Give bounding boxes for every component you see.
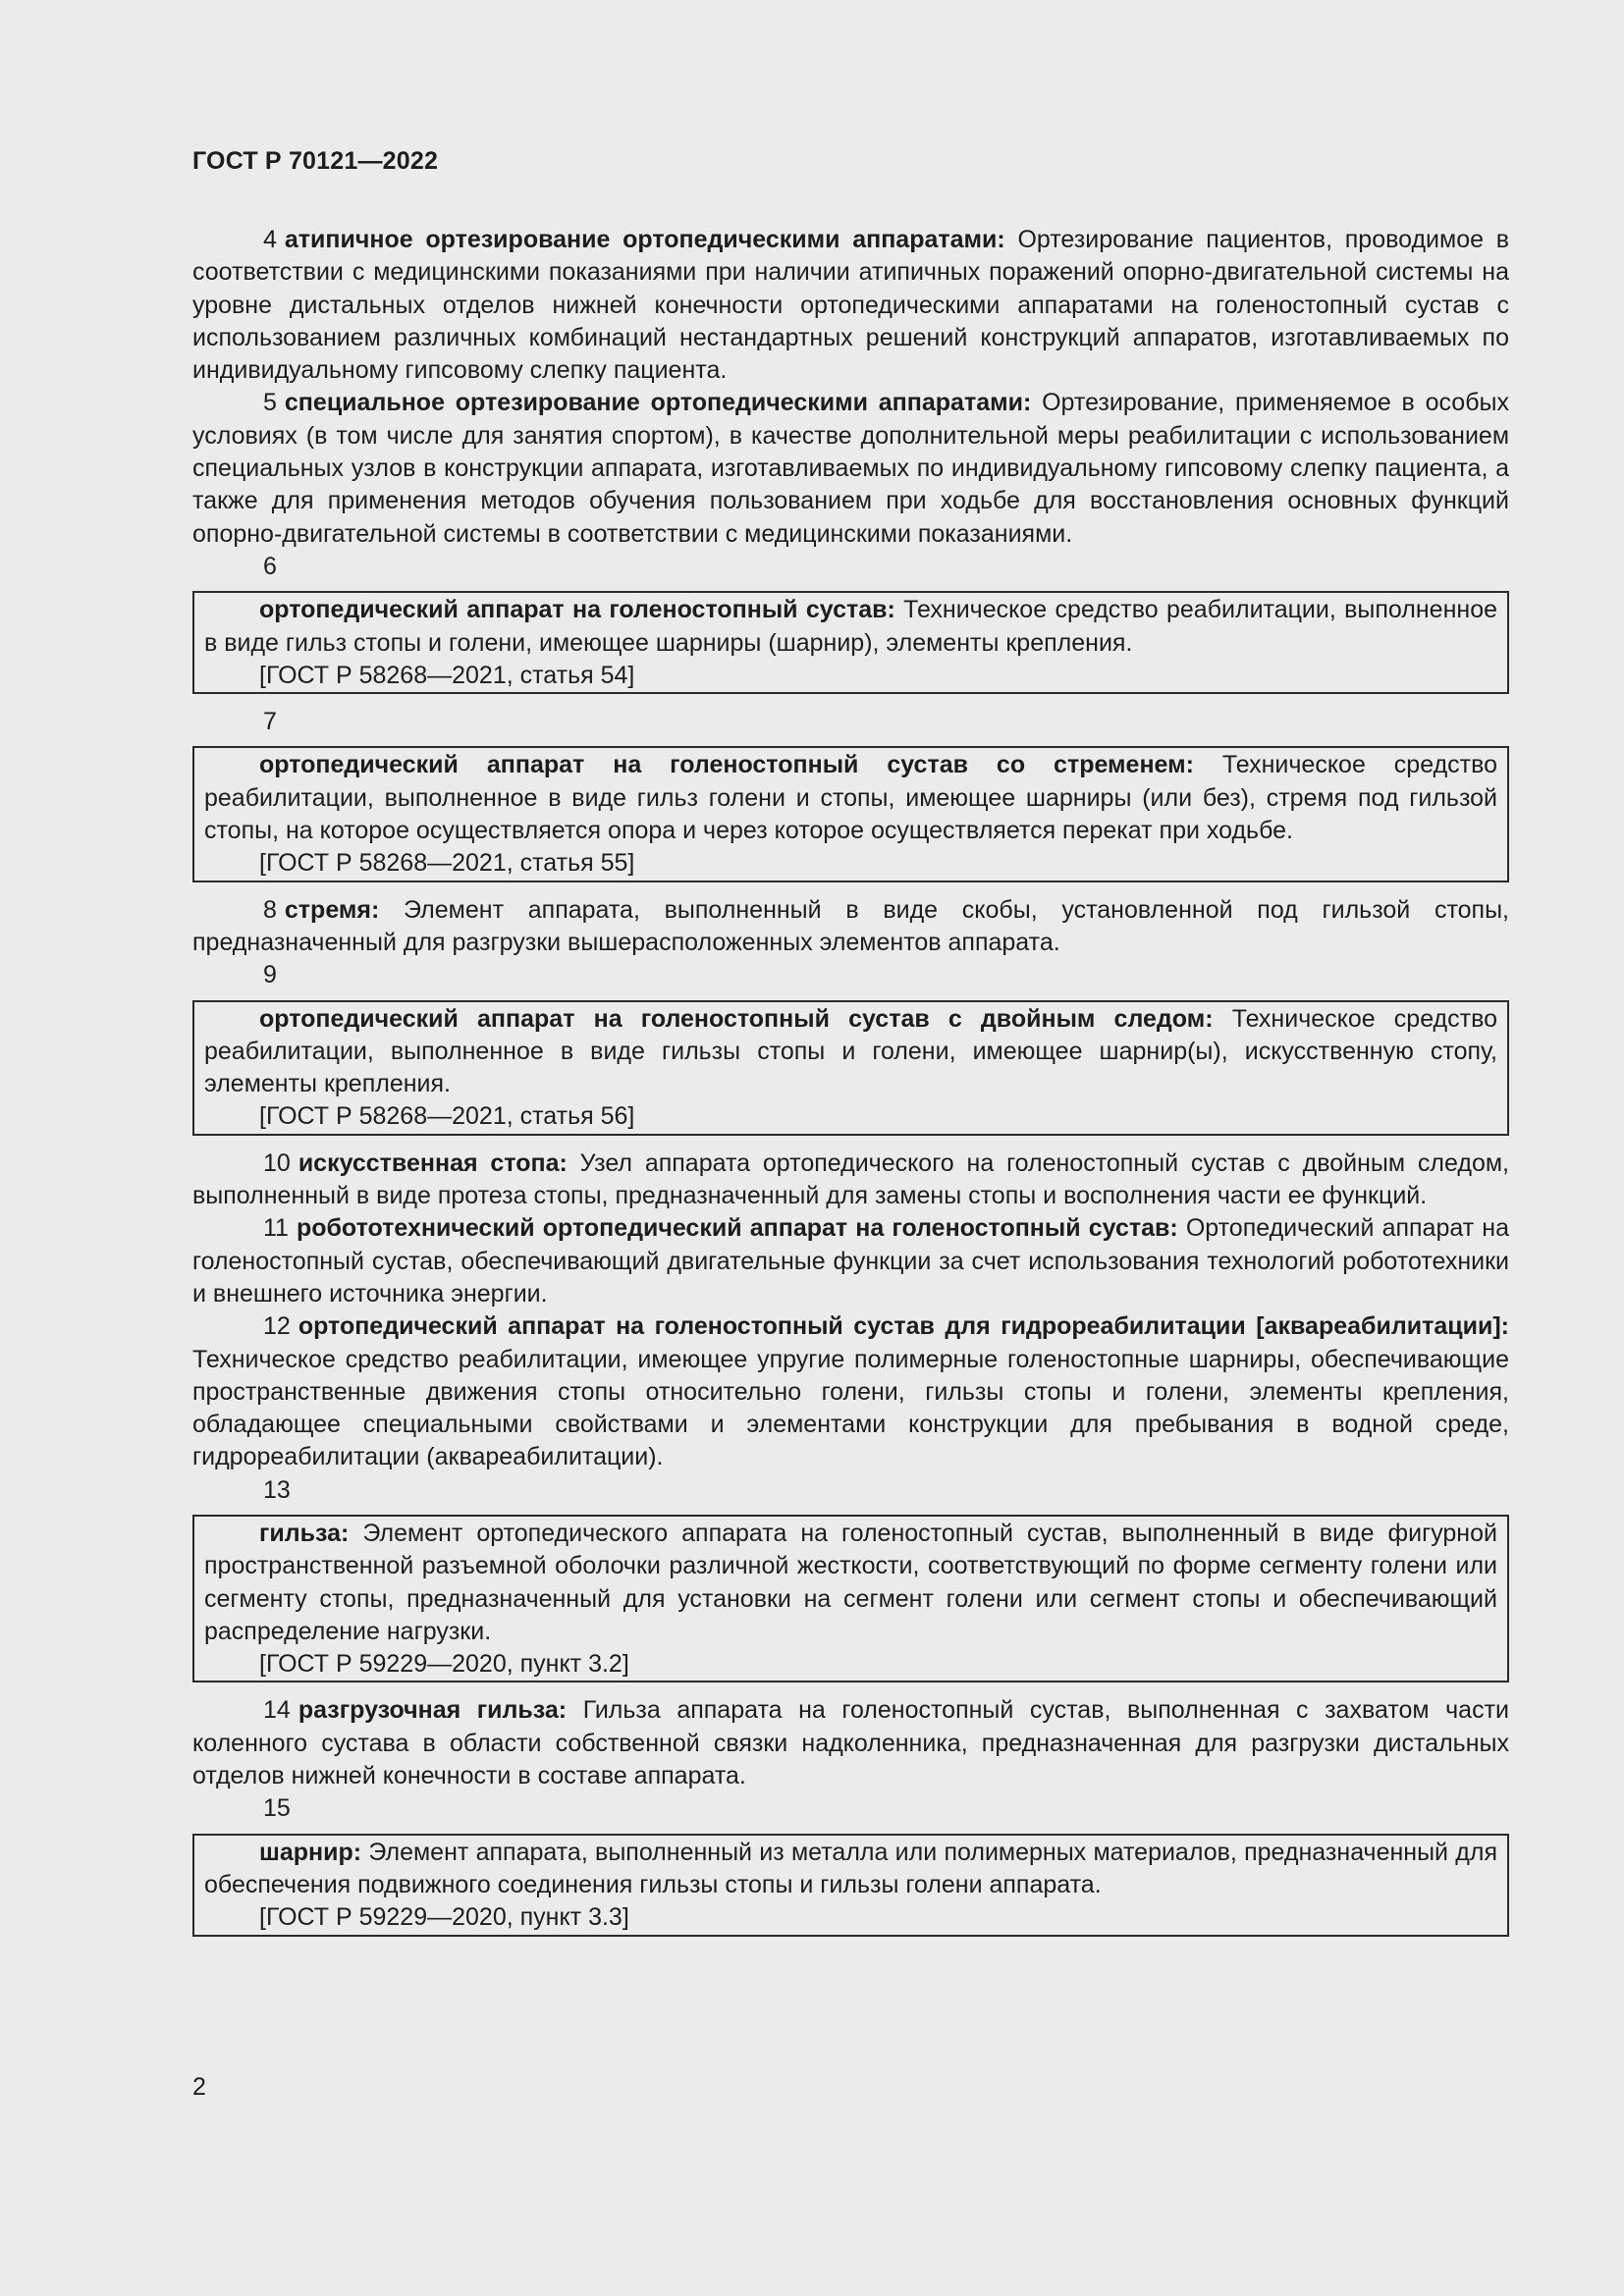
term-title: атипичное ортезирование ортопедическими аппаратами: bbox=[284, 226, 1005, 253]
quoted-term-box bbox=[192, 1834, 1509, 1937]
term-entry bbox=[204, 594, 1497, 660]
term-source: [ГОСТ Р 58268—2021, статья 55] bbox=[259, 849, 635, 878]
term-number: 11 bbox=[263, 1214, 289, 1243]
term-entry bbox=[192, 1148, 1509, 1213]
term-definition: Техническое средство реабилитации, выполненное в виде гильз стопы и голени, имеющее шарниры (шарнир), элементы крепления. bbox=[204, 596, 1497, 657]
term-number: 8 bbox=[263, 895, 277, 924]
term-number: 5 bbox=[263, 389, 277, 417]
term-number: 6 bbox=[263, 552, 277, 580]
term-title: ортопедический аппарат на голеностопный сустав со стременем: bbox=[259, 751, 1194, 779]
term-entry bbox=[204, 1518, 1497, 1648]
term-title: искусственная стопа: bbox=[298, 1148, 568, 1177]
term-title: ортопедический аппарат на голеностопный сустав с двойным следом: bbox=[259, 1004, 1214, 1033]
term-definition: Гильза аппарата на голеностопный сустав, выполненная с захватом части коленного сустава в области собственной связки надколенника, предназначенная для разгрузки дистальных отделов нижней конечности в составе аппарата. bbox=[192, 1696, 1509, 1790]
term-entry bbox=[204, 1837, 1497, 1902]
term-number: 15 bbox=[263, 1794, 291, 1823]
term-definition: Ортопедический аппарат на голеностопный сустав, обеспечивающий двигательные функции за счет использования технологий робототехники и внешнего источника энергии. bbox=[192, 1214, 1509, 1308]
term-number: 9 bbox=[263, 961, 277, 989]
document-header: ГОСТ Р 70121—2022 bbox=[192, 147, 439, 175]
term-definition: Узел аппарата ортопедического на голеностопный сустав с двойным следом, выполненный в виде протеза стопы, предназначенный для замены стопы и восполнения части ее функций. bbox=[192, 1148, 1509, 1210]
term-source: [ГОСТ Р 58268—2021, статья 54] bbox=[259, 661, 635, 689]
term-definition: Ортезирование пациентов, проводимое в соответствии с медицинскими показаниями при наличии атипичных поражений опорно-двигательной системы на уровне дистальных отделов нижней конечности ортопедическими аппаратами на голеностопный сустав с использованием различных комбинаций нестандартных решений конструкций аппаратов, изготавливаемых по индивидуальному гипсовому слепку пациента. bbox=[192, 226, 1509, 385]
quoted-term-box bbox=[192, 591, 1509, 694]
term-title: ортопедический аппарат на голеностопный сустав: bbox=[259, 596, 895, 624]
term-definition: Элемент аппарата, выполненный из металла или полимерных материалов, предназначенный для обеспечения подвижного соединения гильзы стопы и гильзы голени аппарата. bbox=[204, 1838, 1498, 1898]
term-entry bbox=[192, 224, 1509, 387]
term-title: ортопедический аппарат на голеностопный сустав для гидрореабилитации [аквареабилитации]: bbox=[298, 1312, 1509, 1341]
page-number: 2 bbox=[192, 2073, 206, 2101]
term-title: шарнир: bbox=[259, 1838, 362, 1866]
term-definition: Техническое средство реабилитации, имеющее упругие полимерные голеностопные шарниры, обеспечивающие пространственные движения стопы относительно голени, гильзы стопы и голени, элементы крепления, обладающее специальными свойствами и элементами конструкции для пребывания в водной среде, гидрореабилитации (аквареабилитации). bbox=[192, 1345, 1509, 1471]
term-number: 13 bbox=[263, 1475, 291, 1504]
term-entry bbox=[192, 894, 1509, 960]
term-definition: Техническое средство реабилитации, выполненное в виде гильзы стопы и голени, имеющее шарнир(ы), искусственную стопу, элементы крепления. bbox=[204, 1004, 1497, 1098]
term-definition: Ортезирование, применяемое в особых условиях (в том числе для занятия спортом), в качестве дополнительной меры реабилитации с использованием специальных узлов в конструкции аппарата, изготавливаемых по индивидуальному гипсовому слепку пациента, а также для применения методов обучения пользованием при ходьбе для восстановления основных функций опорно-двигательной системы в соответствии с медицинскими показаниями. bbox=[192, 389, 1509, 548]
term-number: 14 bbox=[263, 1696, 291, 1725]
term-entry bbox=[192, 1694, 1509, 1792]
term-title: стремя: bbox=[284, 895, 380, 924]
term-number: 4 bbox=[263, 226, 277, 253]
term-definition: Элемент ортопедического аппарата на голеностопный сустав, выполненный в виде фигурной пространственной разъемной оболочки различной жесткости, соответствующий по форме сегменту голени или сегменту стопы, предназначенный для установки на сегмент голени или сегмент стопы и обеспечивающий распределение нагрузки. bbox=[204, 1519, 1497, 1645]
term-number: 10 bbox=[263, 1148, 291, 1177]
term-entry bbox=[204, 749, 1497, 847]
term-entry bbox=[192, 1212, 1509, 1310]
term-number: 7 bbox=[263, 708, 277, 736]
term-definition: Техническое средство реабилитации, выполненное в виде гильз голени и стопы, имеющее шарниры (или без), стремя под гильзой стопы, на которое осуществляется опора и через которое осуществляется перекат при ходьбе. bbox=[204, 751, 1498, 845]
terms-content bbox=[192, 224, 1509, 1949]
term-title: разгрузочная гильза: bbox=[298, 1696, 568, 1725]
term-entry bbox=[192, 387, 1509, 550]
quoted-term-box bbox=[192, 1000, 1509, 1136]
term-source: [ГОСТ Р 58268—2021, статья 56] bbox=[259, 1102, 635, 1131]
term-entry bbox=[204, 1003, 1497, 1101]
term-definition: Элемент аппарата, выполненный в виде скобы, установленной под гильзой стопы, предназначенный для разгрузки вышерасположенных элементов аппарата. bbox=[192, 895, 1509, 956]
term-title: робототехнический ортопедический аппарат на голеностопный сустав: bbox=[296, 1214, 1178, 1243]
term-title: гильза: bbox=[259, 1519, 350, 1547]
quoted-term-box bbox=[192, 746, 1509, 881]
quoted-term-box bbox=[192, 1515, 1509, 1682]
term-number: 12 bbox=[263, 1312, 291, 1341]
term-title: специальное ортезирование ортопедическими аппаратами: bbox=[284, 389, 1032, 417]
term-entry bbox=[192, 1310, 1509, 1473]
term-source: [ГОСТ Р 59229—2020, пункт 3.3] bbox=[259, 1903, 629, 1932]
term-source: [ГОСТ Р 59229—2020, пункт 3.2] bbox=[259, 1650, 629, 1679]
